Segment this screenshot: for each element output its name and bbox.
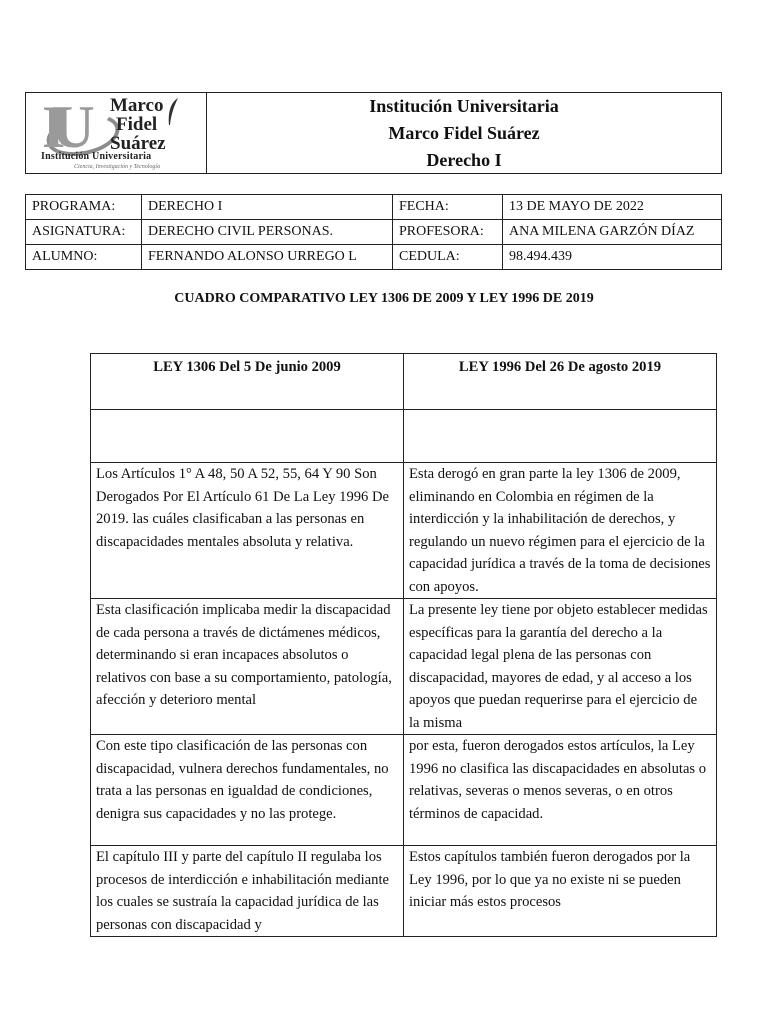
info-label: ASIGNATURA: (26, 220, 142, 245)
info-value: FERNANDO ALONSO URREGO L (142, 245, 393, 270)
table-row (91, 599, 717, 735)
logo-name-line-3: Suárez (110, 133, 166, 154)
comparison-table (90, 353, 717, 937)
institution-line-2: Marco Fidel Suárez (388, 123, 540, 143)
logo-subtitle: Institución Universitaria (41, 151, 152, 162)
logo-name-line-2: Fidel (116, 114, 158, 135)
empty-cell (91, 410, 404, 463)
info-label: PROFESORA: (393, 220, 503, 245)
info-value: ANA MILENA GARZÓN DÍAZ (503, 220, 722, 245)
ley-1996-cell: La presente ley tiene por objeto establecer medidas específicas para la garantía del derecho a la capacidad legal plena de las personas con discapacidad, mayores de edad, y al acceso a los apoyos que puedan requerirse para el ejercicio de la misma (404, 599, 717, 735)
document-title: CUADRO COMPARATIVO LEY 1306 DE 2009 Y LEY 1996 DE 2019 (174, 291, 594, 306)
logo-name-line-1: Marco (110, 95, 164, 116)
student-info-table (25, 194, 722, 270)
logo-tagline: Ciencia, Investigación y Tecnología (74, 164, 161, 170)
ley-1306-cell: El capítulo III y parte del capítulo II regulaba los procesos de interdicción e inhabilitación mediante los cuales se sustraía la capacidad jurídica de las personas con discapacidad y (91, 846, 404, 937)
column-header-ley-1306: LEY 1306 Del 5 De junio 2009 (91, 354, 404, 410)
info-label: CEDULA: (393, 245, 503, 270)
institution-line-1: Institución Universitaria (369, 96, 559, 116)
institution-title (207, 93, 721, 173)
table-row (26, 195, 722, 220)
empty-cell (404, 410, 717, 463)
ley-1996-cell: por esta, fueron derogados estos artículos, la Ley 1996 no clasifica las discapacidades en absolutas o relativas, severas o menos severas, o en otros términos de capacidad. (404, 735, 717, 846)
ley-1306-cell: Con este tipo clasificación de las personas con discapacidad, vulnera derechos fundamentales, no trata a las personas en igualdad de condiciones, denigra sus capacidades y no las protege. (91, 735, 404, 846)
institution-logo (26, 93, 207, 173)
table-row (26, 220, 722, 245)
institution-line-3: Derecho I (426, 150, 502, 170)
info-value: DERECHO CIVIL PERSONAS. (142, 220, 393, 245)
ley-1996-cell: Esta derogó en gran parte la ley 1306 de 2009, eliminando en Colombia en régimen de la interdicción y la inhabilitación de derechos, y regulando un nuevo régimen para el ejercicio de la capacidad jurídica a través de la toma de decisiones con apoyos. (404, 463, 717, 599)
info-label: ALUMNO: (26, 245, 142, 270)
ley-1996-cell: Estos capítulos también fueron derogados por la Ley 1996, por lo que ya no existe ni se pueden iniciar más estos procesos (404, 846, 717, 937)
institution-header (25, 92, 722, 174)
info-value: 13 DE MAYO DE 2022 (503, 195, 722, 220)
logo-name (110, 96, 166, 153)
table-row (91, 846, 717, 937)
info-label: FECHA: (393, 195, 503, 220)
info-value: 98.494.439 (503, 245, 722, 270)
column-header-ley-1996: LEY 1996 Del 26 De agosto 2019 (404, 354, 717, 410)
table-row (26, 245, 722, 270)
table-row (91, 410, 717, 463)
logo-monogram: IU (42, 94, 81, 160)
table-header-row (91, 354, 717, 410)
table-row (91, 735, 717, 846)
info-value: DERECHO I (142, 195, 393, 220)
table-row (91, 463, 717, 599)
feather-icon (166, 97, 180, 127)
ley-1306-cell: Esta clasificación implicaba medir la discapacidad de cada persona a través de dictámenes médicos, determinando si eran incapaces absolutos o relativos con base a su comportamiento, patología, afección y deterioro mental (91, 599, 404, 735)
info-label: PROGRAMA: (26, 195, 142, 220)
ley-1306-cell: Los Artículos 1° A 48, 50 A 52, 55, 64 Y 90 Son Derogados Por El Artículo 61 De La Ley 1996 De 2019. las cuáles clasificaban a las personas en discapacidades mentales absoluta y relativa. (91, 463, 404, 599)
